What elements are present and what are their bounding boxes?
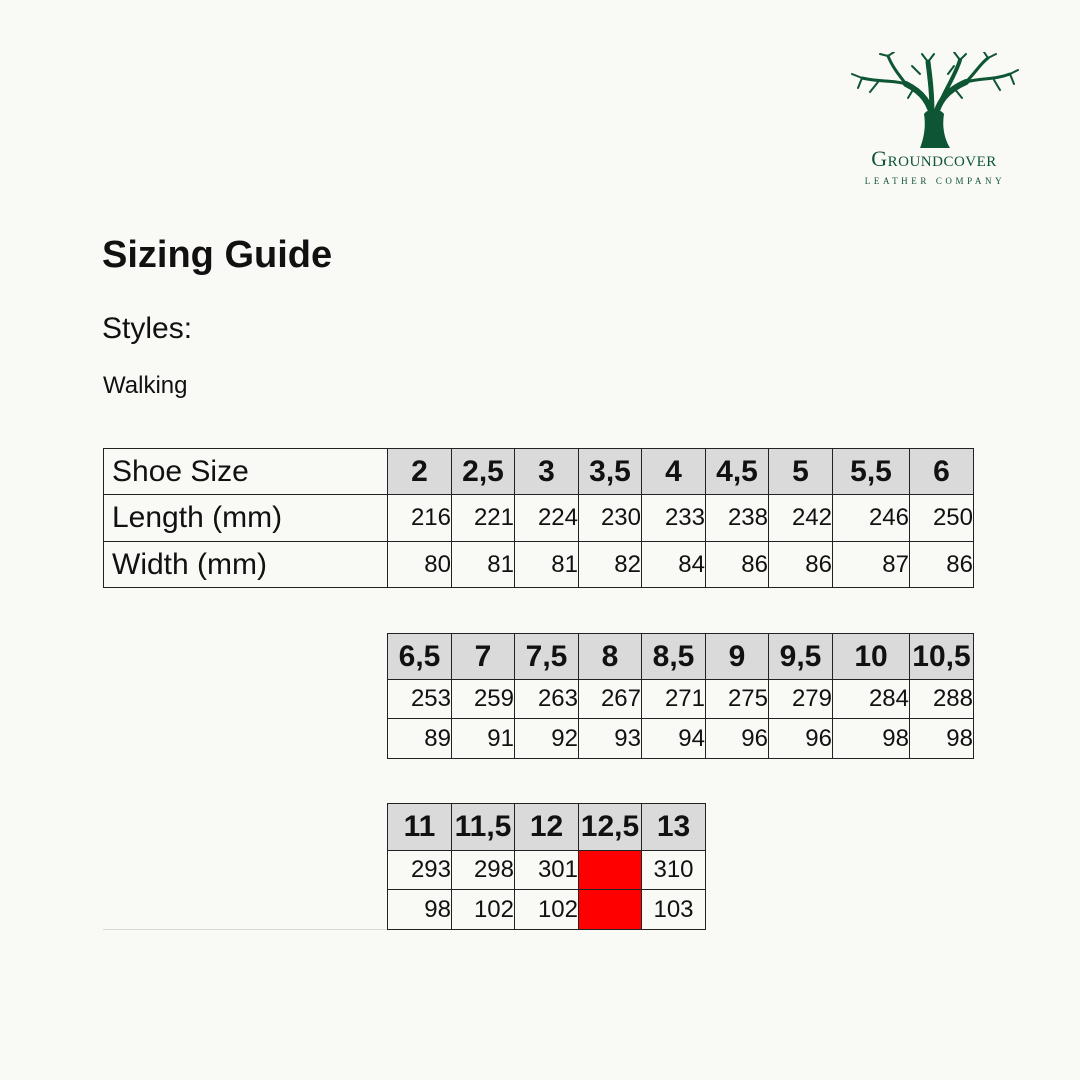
- width-cell: 86: [910, 542, 974, 588]
- unavailable-cell: [579, 851, 642, 890]
- brand-logo: [848, 52, 1020, 192]
- brand-tagline: LEATHER COMPANY: [864, 176, 1006, 186]
- width-cell: 94: [642, 719, 706, 759]
- styles-label: Styles:: [102, 312, 193, 345]
- width-cell: 81: [515, 542, 579, 588]
- length-cell: 275: [706, 680, 769, 719]
- length-cell: 221: [452, 495, 515, 542]
- width-cell: 93: [579, 719, 642, 759]
- size-cell: 12,5: [579, 804, 642, 851]
- width-row: [104, 542, 974, 588]
- length-cell: 279: [769, 680, 833, 719]
- length-cell: 288: [910, 680, 974, 719]
- width-cell: 102: [515, 890, 579, 930]
- page-title: Sizing Guide: [102, 234, 333, 276]
- length-cell: 263: [515, 680, 579, 719]
- length-cell: 230: [579, 495, 642, 542]
- width-cell: 91: [452, 719, 515, 759]
- size-cell: 8: [579, 634, 642, 680]
- brand-name: Groundcover: [871, 146, 997, 171]
- width-cell: 103: [642, 890, 706, 930]
- width-cell: 87: [833, 542, 910, 588]
- size-cell: 8,5: [642, 634, 706, 680]
- length-row: [104, 495, 974, 542]
- width-cell: 98: [388, 890, 452, 930]
- length-cell: 259: [452, 680, 515, 719]
- size-cell: 6,5: [388, 634, 452, 680]
- width-cell: 98: [833, 719, 910, 759]
- divider: [103, 929, 386, 930]
- length-cell: 271: [642, 680, 706, 719]
- size-cell: 5,5: [833, 449, 910, 495]
- width-cell: 81: [452, 542, 515, 588]
- size-cell: 11,5: [452, 804, 515, 851]
- width-cell: 86: [769, 542, 833, 588]
- width-cell: 96: [706, 719, 769, 759]
- size-cell: 7: [452, 634, 515, 680]
- size-table-2: [387, 633, 974, 759]
- width-cell: 80: [388, 542, 452, 588]
- width-row: [388, 890, 706, 930]
- length-cell: 284: [833, 680, 910, 719]
- length-cell: 250: [910, 495, 974, 542]
- size-cell: 7,5: [515, 634, 579, 680]
- size-cell: 2: [388, 449, 452, 495]
- width-cell: 98: [910, 719, 974, 759]
- length-cell: 253: [388, 680, 452, 719]
- size-cell: 12: [515, 804, 579, 851]
- row-label-size: Shoe Size: [104, 449, 388, 495]
- size-cell: 10: [833, 634, 910, 680]
- width-cell: 82: [579, 542, 642, 588]
- length-cell: 242: [769, 495, 833, 542]
- size-cell: 4: [642, 449, 706, 495]
- length-row: [388, 680, 974, 719]
- size-cell: 10,5: [910, 634, 974, 680]
- width-cell: 102: [452, 890, 515, 930]
- length-cell: 216: [388, 495, 452, 542]
- width-cell: 89: [388, 719, 452, 759]
- size-row: [388, 634, 974, 680]
- width-cell: 86: [706, 542, 769, 588]
- size-cell: 3: [515, 449, 579, 495]
- size-row: [104, 449, 974, 495]
- size-table-3: [387, 803, 706, 930]
- length-cell: 298: [452, 851, 515, 890]
- width-row: [388, 719, 974, 759]
- style-name: Walking: [103, 372, 188, 399]
- size-cell: 4,5: [706, 449, 769, 495]
- length-cell: 233: [642, 495, 706, 542]
- width-cell: 84: [642, 542, 706, 588]
- size-cell: 9: [706, 634, 769, 680]
- size-cell: 5: [769, 449, 833, 495]
- baobab-tree-icon: [848, 52, 1020, 148]
- size-row: [388, 804, 706, 851]
- row-label-length: Length (mm): [104, 495, 388, 542]
- length-cell: 267: [579, 680, 642, 719]
- width-cell: 96: [769, 719, 833, 759]
- length-cell: 310: [642, 851, 706, 890]
- size-cell: 9,5: [769, 634, 833, 680]
- length-cell: 301: [515, 851, 579, 890]
- size-cell: 3,5: [579, 449, 642, 495]
- size-cell: 6: [910, 449, 974, 495]
- length-row: [388, 851, 706, 890]
- width-cell: 92: [515, 719, 579, 759]
- unavailable-cell: [579, 890, 642, 930]
- size-table-1: [103, 448, 974, 588]
- size-cell: 11: [388, 804, 452, 851]
- size-cell: 13: [642, 804, 706, 851]
- row-label-width: Width (mm): [104, 542, 388, 588]
- length-cell: 224: [515, 495, 579, 542]
- length-cell: 238: [706, 495, 769, 542]
- length-cell: 293: [388, 851, 452, 890]
- size-cell: 2,5: [452, 449, 515, 495]
- length-cell: 246: [833, 495, 910, 542]
